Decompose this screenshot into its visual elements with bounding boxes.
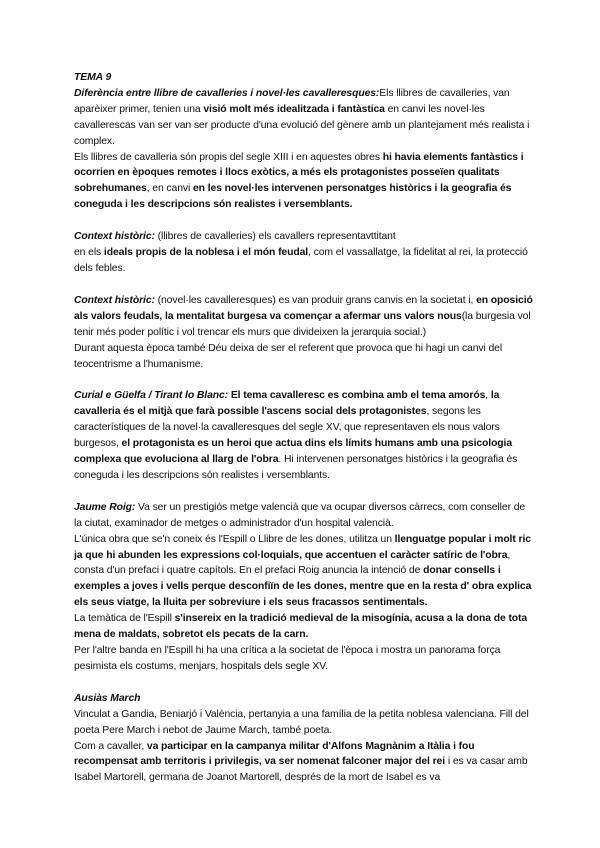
text-run: (la burgesia vol tenir més poder polític i vol trencar els murs que divideixen la jerarquia social.)	[74, 310, 531, 338]
bold-run: en les novel·les intervenen personatges històrics i la geografia és coneguda i les descripcions són realistes i versemblants.	[74, 183, 512, 211]
heading-ausias-march: Ausiàs March	[74, 692, 141, 704]
text-run: (novel·les cavalleresques) es van produir grans canvis en la societat i,	[154, 294, 477, 306]
bold-run: visió molt més idealitzada i fantàstica	[203, 103, 385, 115]
paragraph-ausias-bio: Vinculat a Gandia, Beniarjó i València, pertanyia a una família de la petita noblesa valenciana. Fill del poeta Pere March i nebot de Jaume March, també poeta.	[74, 708, 529, 736]
paragraph-teocentrisme: Durant aquesta època també Déu deixa de ser el referent que provoca que hi hagi un canvi del teocentrisme a l'humanisme.	[74, 342, 503, 370]
text-run: Com a cavaller,	[74, 740, 147, 752]
paragraph-jaume-roig-bio	[74, 500, 534, 532]
paragraph-context-historic-1	[74, 229, 534, 277]
bold-run: El tema cavalleresc es combina amb el tema amorós	[228, 390, 486, 402]
spacer	[74, 213, 534, 229]
paragraph-curial-tirant	[74, 388, 534, 483]
bold-run: va participar en la campanya militar d'Alfons Magnànim a Itàlia i fou recompensat amb territoris i privilegis, va ser nomenat falconer major del rei	[74, 740, 475, 768]
text-run: ,	[485, 390, 491, 402]
text-run: , consta d'un prefaci i quatre capítols. En el prefaci Roig anuncia la intenció de	[74, 549, 511, 577]
paragraph-context-historic-2	[74, 293, 534, 341]
spacer	[74, 484, 534, 500]
text-run: i es va casar amb Isabel Martorell, germana de Joanot Martorell, després de la mort de Isabel es va	[74, 756, 528, 784]
text-run: en els	[74, 247, 104, 259]
spacer	[74, 372, 534, 388]
heading-curial-tirant: Curial e Güelfa / Tirant lo Blanc:	[74, 390, 229, 402]
text-run: , en canvi	[146, 183, 193, 195]
text-run: en canvi les novel·les cavallerescas van ser van ser producte d'una evolució del gènere amb un plantejament més realista i complex.	[74, 103, 530, 147]
text-run: , com el vassallatge, la fidelitat al rei, la protecció dels febles.	[74, 247, 528, 274]
heading-diferencia: Diferència entre llibre de cavalleries i novel·les cavalleresques:	[74, 87, 380, 99]
text-run: Els llibres de cavalleries, van aparèixer primer, tenien una	[74, 87, 510, 115]
text-run: Els llibres de cavalleria són propis del segle XIII i en aquestes obres	[74, 151, 383, 163]
bold-run: ideals propis de la noblesa i el món feudal	[103, 247, 309, 259]
bold-run: el protagonista es un heroi que actua dins els límits humans amb una psicologia complexa que evoluciona al llarg de l'obra	[74, 438, 513, 466]
bold-run: la cavalleria és el mitjà que farà possible l'ascens social dels protagonistes	[74, 390, 500, 418]
bold-run: hi havia elements fantàstics i ocorrien en èpoques remotes i llocs exòtics, a més els protagonistes posseïen qualitats sobrehumanes	[74, 151, 524, 195]
paragraph-misoginia	[74, 611, 534, 643]
text-run: Va ser un prestigiós metge valencià que va ocupar diversos càrrecs, com conseller de la ciutat, examinador de metges o administrador d'un hospital valencià.	[74, 501, 526, 529]
bold-run: llenguatge popular i molt ric ja que hi abunden les expressions col·loquials, que accentuen el caràcter satíric de l'obra	[74, 533, 531, 561]
text-run: (llibres de cavalleries) els cavallers representavttitant	[154, 231, 396, 243]
heading-jaume-roig: Jaume Roig:	[74, 501, 136, 513]
spacer	[74, 277, 534, 293]
text-run: La temàtica de l'Espill	[74, 613, 175, 625]
heading-context-historic-1: Context històric:	[74, 231, 155, 243]
paragraph-ausias-cavaller	[74, 739, 534, 787]
bold-run: s'insereix en la tradició medieval de la misogínia, acusa a la dona de tota mena de maldats, sobretot els pecats de la carn.	[74, 613, 528, 641]
paragraph-llibres-vs-novel-les	[74, 86, 534, 150]
document-title: TEMA 9	[74, 72, 112, 83]
text-run: , segons les característiques de la novel·la cavalleresques del segle XV, que representaven els nous valors burgesos,	[74, 406, 500, 450]
bold-run: donar consells i exemples a joves i vells perque desconfiïn de les dones, mentre que en la resta d' obra explica els seus viatge, la lluita per sobreviure i els seus fracassos sentimentals.	[74, 565, 532, 609]
spacer	[74, 675, 534, 691]
paragraph-espill	[74, 532, 534, 612]
paragraph-llibres-segle-xiii	[74, 150, 534, 214]
bold-run: en oposició als valors feudals, la mentalitat burgesa va començar a afermar uns valors nous	[74, 294, 533, 322]
paragraph-critica-societat: Per l'altre banda en l'Espill hi ha una crítica a la societat de l'època i mostra un panorama força pesimista els costums, menjars, hospitals dels segle XV.	[74, 645, 501, 672]
heading-context-historic-2: Context històric:	[74, 294, 155, 306]
text-run: . Hi intervenen personatges històrics i la geografia és coneguda i les descripcions són realistes i versemblants.	[74, 454, 518, 481]
text-run: L'única obra que se'n coneix és l'Espill o Llibre de les dones, utilitza un	[74, 533, 395, 545]
document-page	[74, 70, 534, 786]
